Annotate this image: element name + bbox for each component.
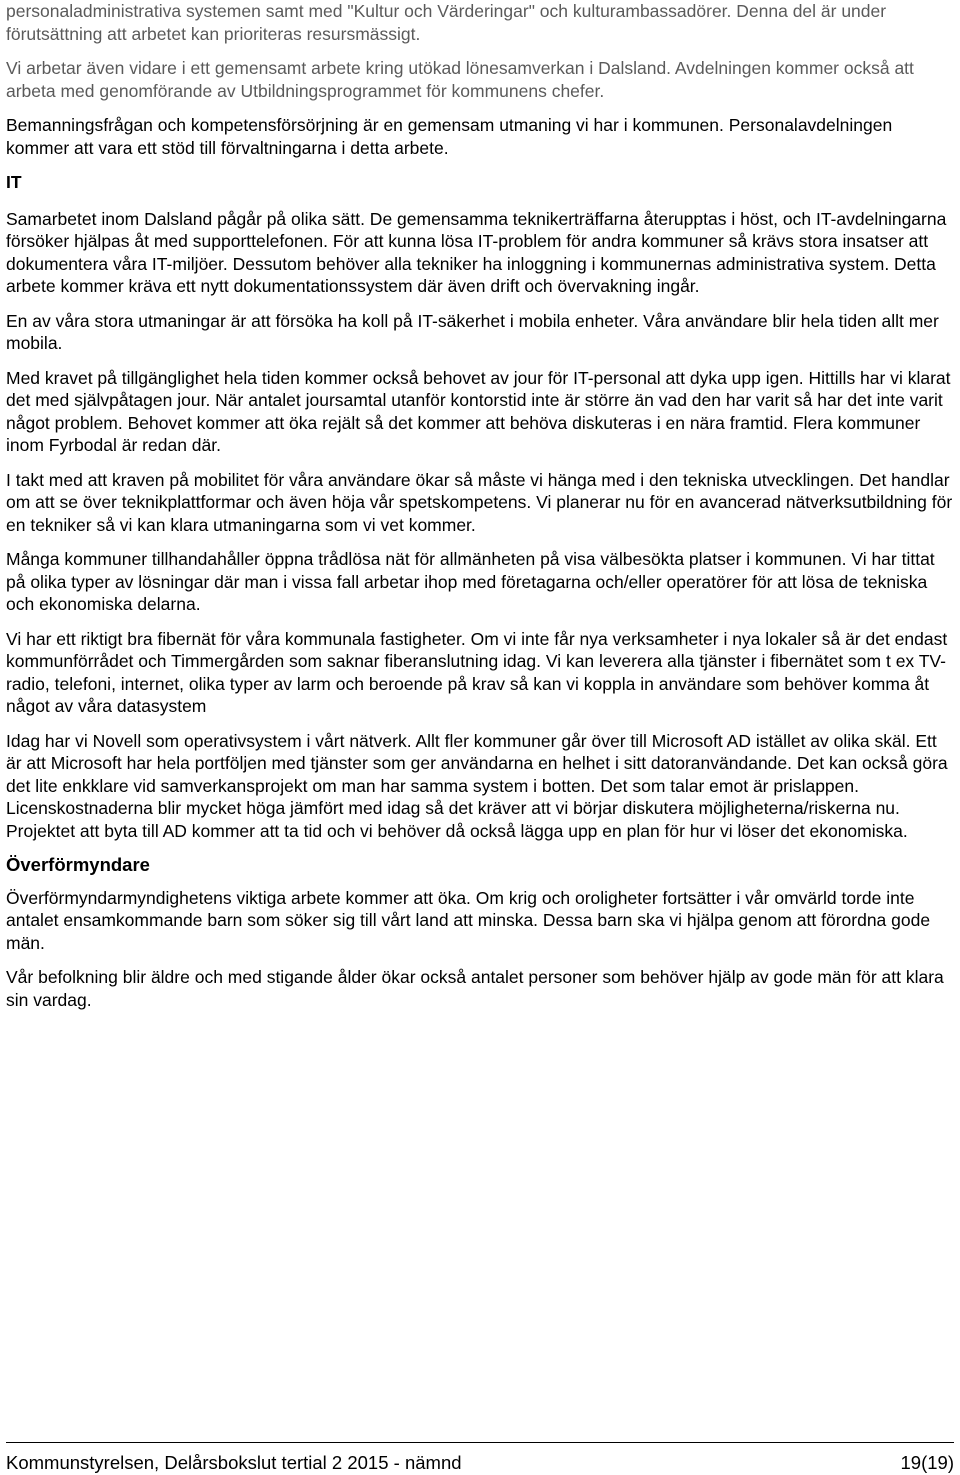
- it-paragraph: Många kommuner tillhandahåller öppna trådlösa nät för allmänheten på visa välbesökta platser i kommunen. Vi har tittat på olika typer av lösningar där man i vissa fall arbetar ihop med företagarna och/eller operatörer för att lösa de tekniska och ekonomiska delarna.: [6, 549, 935, 614]
- it-paragraph: Samarbetet inom Dalsland pågår på olika sätt. De gemensamma teknikerträffarna återupptas i höst, och IT-avdelningarna försöker hjälpas åt med supporttelefonen. För att kunna lösa IT-problem för andra kommuner så krävs stora insatser att dokumentera våra IT-miljöer. Dessutom behöver alla tekniker ha inloggning i kommunernas administrativa system. Detta arbete kommer kräva ett nytt dokumentationssystem där även drift och övervakning ingår.: [6, 208, 947, 296]
- footer-divider: [6, 1442, 954, 1443]
- intro-paragraph-1: personaladministrativa systemen samt med "Kultur och Värderingar" och kulturambassadörer. Denna del är under förutsättning att arbetet kan prioriteras resursmässigt.: [6, 1, 887, 44]
- footer-page-number: 19(19): [900, 1452, 954, 1473]
- it-paragraph: En av våra stora utmaningar är att försöka ha koll på IT-säkerhet i mobila enheter. Våra användare blir hela tiden allt mer mobila.: [6, 310, 939, 353]
- it-paragraph: Med kravet på tillgänglighet hela tiden kommer också behovet av jour för IT-personal att dyka upp igen. Hittills har vi klarat det med självpåtagen jour. När antalet joursamtal utanför kontorstid inte är större än vad den har varit så har det inte varit något problem. Behovet kommer att öka rejält så det kommer att behöva diskuteras i en nära framtid. Flera kommuner inom Fyrbodal är redan där.: [6, 367, 951, 455]
- intro-paragraph-2: Vi arbetar även vidare i ett gemensamt arbete kring utökad lönesamverkan i Dalsland. Avdelningen kommer också att arbeta med genomförande av Utbildningsprogrammet för kommunens chefer.: [6, 58, 914, 101]
- page-footer: [6, 1451, 954, 1475]
- section-heading-it: IT: [6, 172, 22, 192]
- it-paragraph: Idag har vi Novell som operativsystem i vårt nätverk. Allt fler kommuner går över till Microsoft AD istället av olika skäl. Ett är att Microsoft har hela portföljen med tjänster som ger användarna en helhet i sitt datoranvändande. Det kan också göra det lite enkklare vid samverkansprojekt om man har samma system i botten. Det som talar emot är prislappen. Licenskostnaderna blir mycket höga jämfört med idag så det kräver att vi börjar diskutera möjligheterna/riskerna nu. Projektet att byta till AD kommer att ta tid och vi behöver då också lägga upp en plan för hur vi löser det ekonomiska.: [6, 730, 948, 841]
- overformyndare-paragraph: Överförmyndarmyndighetens viktiga arbete kommer att öka. Om krig och oroligheter fortsätter i vår omvärld torde inte antalet ensamkommande barn som söker sig till vårt land att minska. Dessa barn ska vi hjälpa genom att förordna gode män.: [6, 887, 931, 953]
- footer-document-title: Kommunstyrelsen, Delårsbokslut tertial 2 2015 - nämnd: [6, 1452, 462, 1473]
- document-page: [6, 0, 956, 1023]
- intro-paragraph-3: Bemanningsfrågan och kompetensförsörjning är en gemensam utmaning vi har i kommunen. Personalavdelningen kommer att vara ett stöd till förvaltningarna i detta arbete.: [6, 115, 893, 158]
- overformyndare-paragraph: Vår befolkning blir äldre och med stigande ålder ökar också antalet personer som behöver hjälp av gode män för att klara sin vardag.: [6, 967, 944, 1010]
- it-paragraph: I takt med att kraven på mobilitet för våra användare ökar så måste vi hänga med i den tekniska utvecklingen. Det handlar om att se över teknikplattformar och även höja vår spetskompetens. Vi planerar nu för en avancerad nätverksutbildning för en tekniker så vi kan klara utmaningarna som vi vet kommer.: [6, 469, 953, 535]
- section-heading-overformyndare: Överförmyndare: [6, 854, 150, 875]
- it-paragraph: Vi har ett riktigt bra fibernät för våra kommunala fastigheter. Om vi inte får nya verksamheter i nya lokaler så är det endast kommunförrådet och Timmergården som saknar fiberanslutning idag. Vi kan leverera alla tjänster i fibernätet som t ex TV-radio, telefoni, internet, olika typer av larm och beroende på krav så kan vi koppla in användare som behöver komma åt något av våra datasystem: [6, 628, 948, 716]
